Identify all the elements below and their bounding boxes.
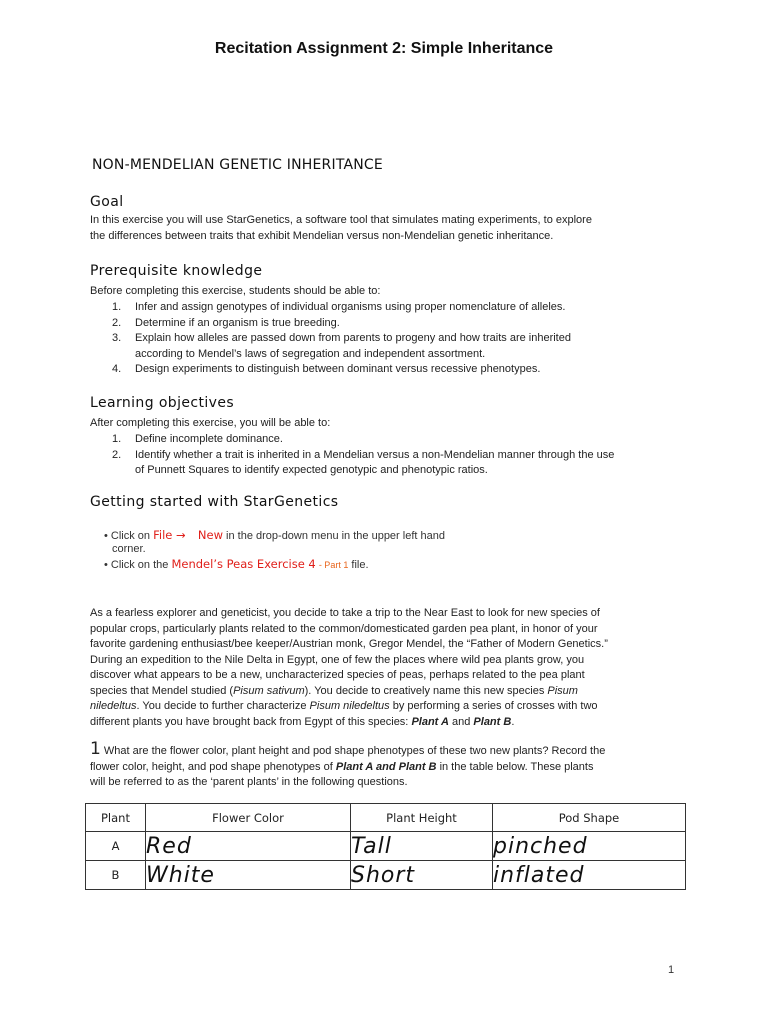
list-number: 2. <box>112 316 122 329</box>
story-line: As a fearless explorer and geneticist, you decide to take a trip to the Near East to look for new species of <box>90 607 600 619</box>
part-reference: - Part 1 <box>318 560 349 570</box>
story-text: different plants you have brought back from Egypt of this species: <box>90 715 409 728</box>
question-1 <box>90 739 690 791</box>
goal-line-2: the differences between traits that exhibit Mendelian versus non-Mendelian genetic inheritance. <box>90 229 554 242</box>
bullet-continuation: corner. <box>112 543 146 555</box>
plant-label: Plant B <box>473 715 512 728</box>
page-number: 1 <box>668 964 675 976</box>
bullet-text: Click on the <box>110 559 169 571</box>
new-menu-reference: New <box>197 528 223 542</box>
story-text: by performing a series of crosses with two <box>392 700 598 712</box>
flower-color-cell[interactable]: White <box>146 861 351 890</box>
story-line: favorite gardening enthusiast/bee keeper/Austrian monk, Gregor Mendel, the “Father of Modern Genetics.” <box>90 638 608 650</box>
story-line: During an expedition to the Nile Delta in Egypt, one of few the places where wild pea plants grow, you <box>90 653 585 666</box>
species-name: niledeltus <box>90 700 137 712</box>
bullet-file-new: • Click on File → New in the drop-down menu in the upper left hand <box>104 528 445 542</box>
column-header-plant: Plant <box>86 804 146 832</box>
getting-started-heading: Getting started with StarGenetics <box>90 494 339 510</box>
bullet-open-file: • Click on the Mendel’s Peas Exercise 4 - Part 1 file. <box>104 557 369 571</box>
plant-height-cell[interactable]: Short <box>351 861 493 890</box>
question-line <box>90 760 690 776</box>
species-name: Pisum niledeltus <box>309 700 390 712</box>
species-name: Pisum <box>547 684 578 697</box>
document-title: Recitation Assignment 2: Simple Inheritance <box>214 40 554 57</box>
list-number: 4. <box>112 363 122 375</box>
phenotype-table <box>85 803 686 890</box>
plant-id-cell: B <box>86 861 146 890</box>
table-header-row <box>86 804 686 832</box>
story-paragraph <box>90 606 690 730</box>
column-header-flower-color: Flower Color <box>146 804 351 832</box>
goal-line-1: In this exercise you will use StarGenetics, a software tool that simulates mating experiments, to explore <box>90 214 592 226</box>
bullet-text: Click on <box>110 530 151 542</box>
story-text: . You decide to further characterize <box>136 700 307 712</box>
exercise-file-reference: Mendel’s Peas Exercise 4 <box>171 557 316 571</box>
story-line: popular crops, particularly plants related to the common/domesticated garden pea plant, in honor of your <box>90 622 598 635</box>
pod-shape-cell[interactable]: inflated <box>493 861 686 890</box>
pod-shape-cell[interactable]: pinched <box>493 832 686 861</box>
list-item: Explain how alleles are passed down from parents to progeny and how traits are inherited <box>135 332 571 344</box>
prereq-heading: Prerequisite knowledge <box>90 263 263 279</box>
plant-label: Plant A <box>411 715 449 728</box>
list-item: Infer and assign genotypes of individual organisms using proper nomenclature of alleles. <box>135 301 566 313</box>
story-line <box>90 684 690 700</box>
question-text: flower color, height, and pod shape phenotypes of <box>90 760 333 773</box>
column-header-pod-shape: Pod Shape <box>493 804 686 832</box>
objectives-heading: Learning objectives <box>90 395 235 411</box>
question-text: What are the flower color, plant height and pod shape phenotypes of these two new plants? Record the <box>103 745 606 757</box>
list-number: 3. <box>112 332 122 344</box>
list-number: 2. <box>112 448 122 461</box>
plant-label: Plant A and Plant B <box>335 760 437 773</box>
prereq-intro: Before completing this exercise, students should be able to: <box>90 285 381 297</box>
question-number: 1 <box>90 739 101 759</box>
section-title: NON-MENDELIAN GENETIC INHERITANCE <box>92 157 383 173</box>
list-number: 1. <box>112 301 122 313</box>
goal-text <box>90 213 690 244</box>
plant-id-cell: A <box>86 832 146 861</box>
list-item-continuation: of Punnett Squares to identify expected genotypic and phenotypic ratios. <box>135 464 488 476</box>
list-item-continuation: according to Mendel’s laws of segregation and independent assortment. <box>135 347 486 360</box>
question-line <box>90 739 690 760</box>
objectives-intro: After completing this exercise, you will be able to: <box>90 417 331 429</box>
objectives-list <box>0 432 768 482</box>
table-row <box>86 861 686 890</box>
flower-color-cell[interactable]: Red <box>146 832 351 861</box>
bullet-text: in the drop-down menu in the upper left hand <box>226 530 445 542</box>
list-item: Determine if an organism is true breeding. <box>135 316 340 329</box>
question-line: will be referred to as the ‘parent plants’ in the following questions. <box>90 776 408 788</box>
story-text: . <box>511 715 515 728</box>
species-name: Pisum sativum <box>233 684 305 697</box>
list-item: Define incomplete dominance. <box>135 433 283 445</box>
story-text: species that Mendel studied ( <box>90 684 234 697</box>
goal-heading: Goal <box>90 194 124 210</box>
list-item: Identify whether a trait is inherited in a Mendelian versus a non-Mendelian manner through the use <box>135 448 615 461</box>
prereq-list <box>0 300 768 380</box>
question-text: in the table below. These plants <box>439 760 594 773</box>
list-item: Design experiments to distinguish between dominant versus recessive phenotypes. <box>135 363 541 375</box>
file-menu-reference: File → <box>153 528 186 542</box>
table-row <box>86 832 686 861</box>
column-header-plant-height: Plant Height <box>351 804 493 832</box>
story-line: discover what appears to be a new, uncharacterized species of peas, perhaps related to the pea plant <box>90 669 585 681</box>
bullet-text: file. <box>351 559 369 571</box>
story-line <box>90 699 690 715</box>
list-number: 1. <box>112 433 122 445</box>
story-line <box>90 715 690 731</box>
story-text: ). You decide to creatively name this new species <box>304 684 545 697</box>
story-text: and <box>452 715 471 728</box>
plant-height-cell[interactable]: Tall <box>351 832 493 861</box>
